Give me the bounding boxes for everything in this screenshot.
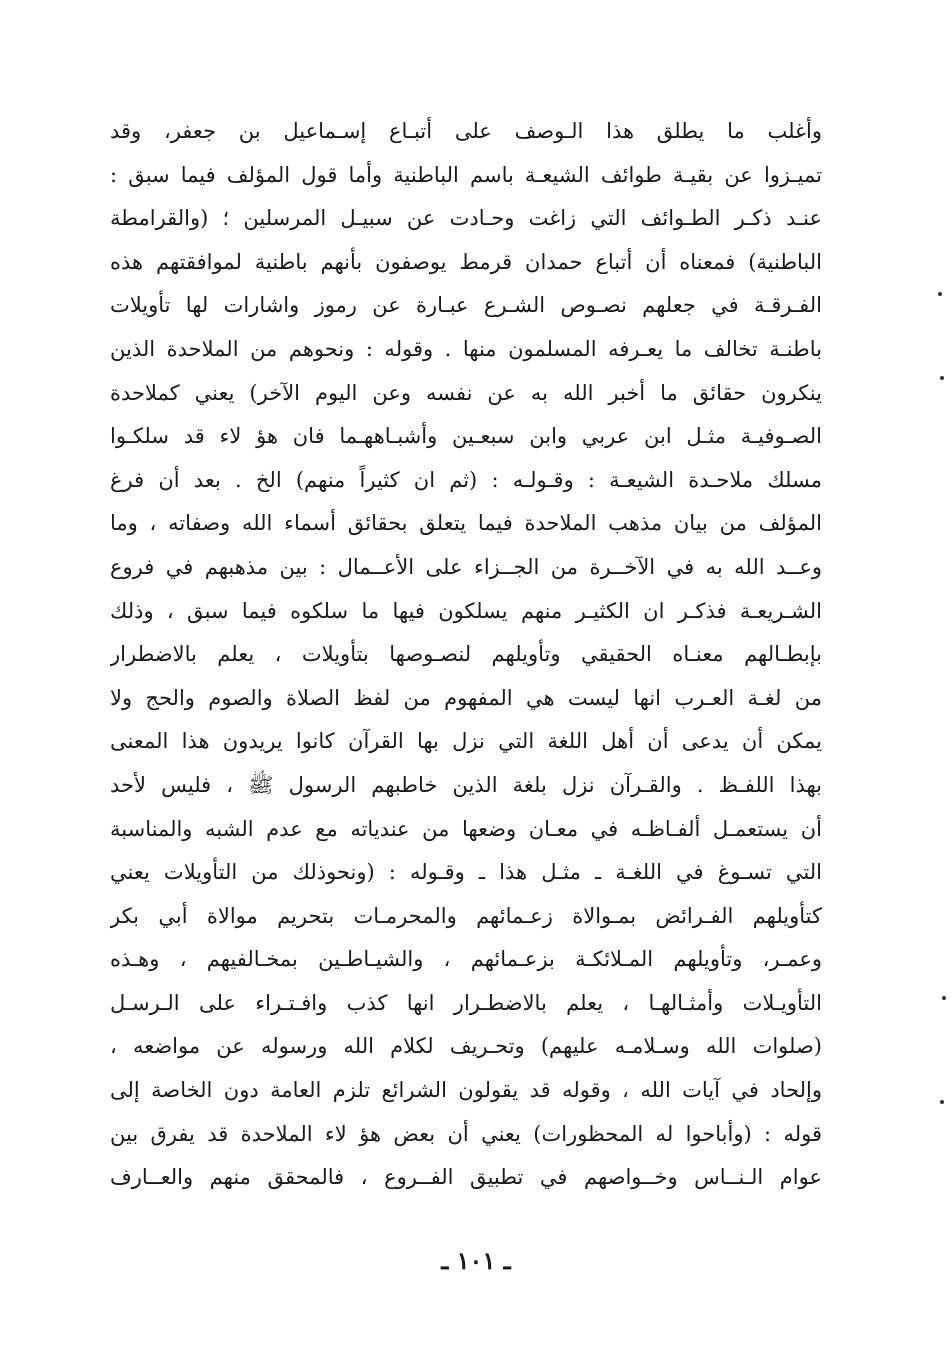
text-line: وأغلب ما يطلق هذا الـوصف على أتبـاع إسـماعيل بن جعفر، وقد [110, 119, 822, 143]
page-number: ـ ١٠١ ـ [441, 1246, 511, 1275]
text-line: ينكرون حقائق ما أخبر الله به عن نفسه وعن اليوم الآخر) يعني كملاحدة [110, 380, 822, 405]
text-line: وعمـر، وتأويلهم المـلائكـة بزعـمائهم ، والشيـاطـين بمخـالفيهم ، وهـذه [110, 947, 822, 972]
text-line: الصـوفيـة مثـل ابن عربي وابن سبعـين وأشبـاههـما فان هؤ لاء قد سلكـوا [110, 424, 822, 449]
scan-dot [940, 1100, 944, 1104]
text-line: باطنـة تخالف ما يعـرفه المسلمون منها . وقوله : ونحوهم من الملاحدة الذين [110, 336, 822, 361]
text-line: كتأويلهم الفـرائض بمـوالاة زعـمائهم والمحرمـات بتحريم موالاة أبي بكر [110, 903, 822, 928]
text-line: عنـد ذكـر الطـوائف التي زاغت وحـادت عن سبيـل المرسلين ؛ (والقرامطة [110, 206, 822, 231]
text-line: الشـريعـة فذكـر ان الكثيـر منهم يسلكون فيها ما سلكوه فيما سبق ، وذلك [110, 598, 822, 623]
body-text [110, 110, 822, 1200]
text-line: (صلوات الله وسـلامـه عليهم) وتحـريف لكلام الله ورسوله عن مواضعه ، [110, 1034, 822, 1059]
text-line: قوله : (وأباحوا له المحظورات) يعني أن بعض هؤ لاء الملاحدة قد يفرق بين [110, 1121, 822, 1146]
text-line: بهذا اللفـظ . والقـرآن نزل بلغة الذين خاطبهم الرسول ﷺ ، فليس لأحد [110, 772, 822, 797]
text-line: المؤلف من بيان مذهب الملاحدة فيما يتعلق بحقائق أسماء الله وصفاته ، وما [110, 511, 822, 536]
text-line: التي تسـوغ في اللغـة ـ مثـل هذا ـ وقـوله : (ونحوذلك من التأويلات يعني [110, 860, 822, 885]
text-line: تميـزوا عن بقيـة طوائف الشيعـة باسم الباطنية وأما قول المؤلف فيما سبق : [110, 162, 822, 187]
text-line: الباطنية) فمعناه أن أتباع حمدان قرمط يوصفون بأنهم باطنية لموافقتهم هذه [110, 249, 822, 274]
text-line: وإلحاد في آيات الله ، وقوله قد يقولون الشرائع تلزم العامة دون الخاصة إلى [110, 1078, 822, 1103]
text-line: عوام الـنــاس وخــواصهم في تطبيق الفــروع ، فالمحقق منهم والعــارف [110, 1165, 822, 1190]
scan-dot [942, 996, 946, 1000]
text-line: يمكن أن يدعى أن أهل اللغة التي نزل بها القرآن كانوا يريدون هذا المعنى [110, 729, 822, 754]
text-line: التأويـلات وأمثـالهـا ، يعلم بالاضطـرار انها كذب وافـتـراء على الـرسـل [110, 990, 822, 1015]
text-line: الفـرقـة في جعلهم نصـوص الشـرع عبـارة عن رموز واشارات لها تأويلات [110, 293, 822, 318]
text-line: بإبطـالهم معنـاه الحقيقي وتأويلهم لنصـوصها بتأويلات ، يعلم بالاضطرار [110, 642, 822, 667]
text-line: من لغـة العـرب انها ليست هي المفهوم من لفظ الصلاة والصوم والحج ولا [110, 685, 822, 710]
text-line: وعــد الله به في الآخــرة من الجــزاء على الأعــمال : بين مذهبهم في فروع [110, 554, 822, 579]
text-line: مسلك ملاحـدة الشيعـة : وقـولـه : (ثم ان كثيراً منهم) الخ . بعد أن فرغ [110, 467, 822, 492]
scan-dot [940, 376, 944, 380]
scan-dot [938, 292, 942, 296]
text-line: أن يستعمـل ألفـاظـه في معـان وضعها من عندياته مع عدم الشبه والمناسبة [110, 816, 822, 841]
